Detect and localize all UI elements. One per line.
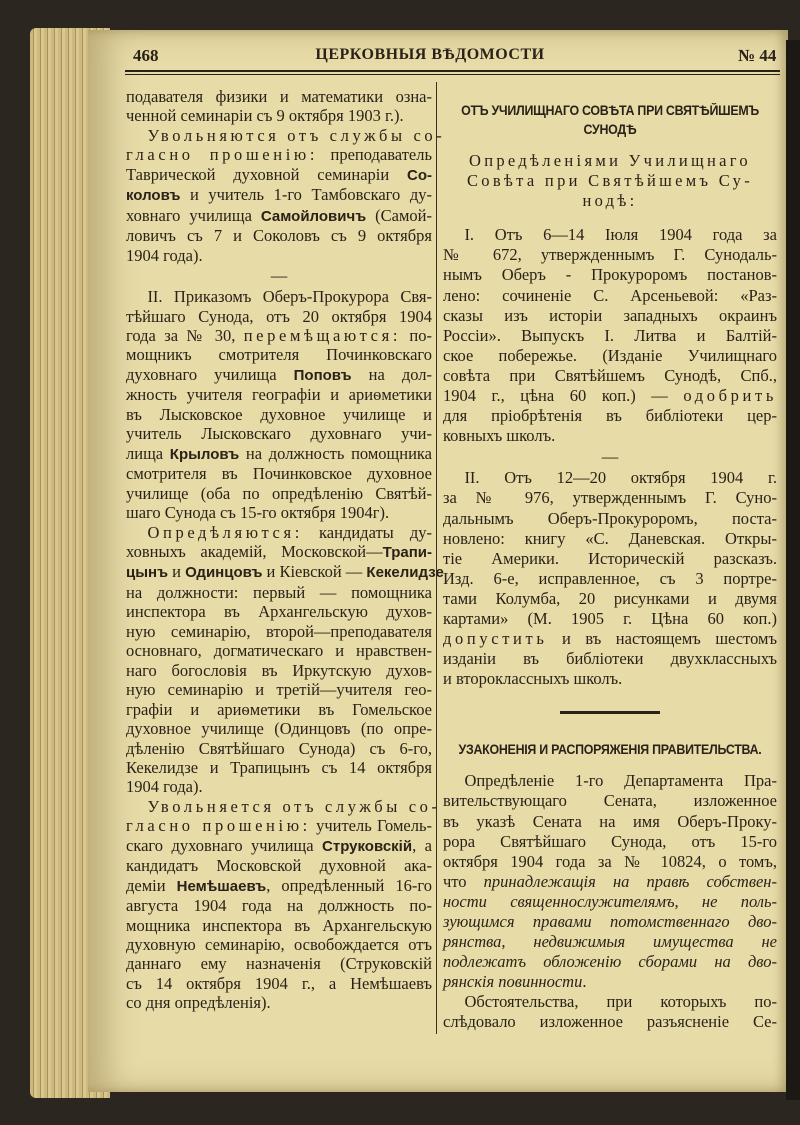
text-line [443, 892, 777, 912]
text-line: II. Отъ 12—20 октября 1904 г. [464, 468, 777, 488]
text-segment: учитель Гомель- [310, 816, 433, 836]
text-line: подавателя физики и математики озна- [126, 87, 432, 106]
text-segment: ховныхъ академій, Московской— [126, 541, 383, 561]
text-line: совѣта при Святѣйшемъ Сунодѣ, Спб., [443, 365, 777, 385]
text-line: тами Колумба, 20 рисунками и двумя [443, 588, 777, 608]
text-segment: и въ настоящемъ шестомъ [547, 629, 777, 649]
text-line: въ указѣ Сената на имя Оберъ-Проку- [443, 811, 777, 831]
text-line: вительствующаго Сената, изложенное [443, 791, 777, 811]
text-line: Кекелидзе и Трапицынъ съ 14 октября [126, 757, 432, 777]
text-line: мощника инспектора въ Архангельскую [126, 915, 432, 935]
text-segment: что [443, 871, 484, 891]
text-line [443, 629, 777, 649]
text-line: ную семинарію, второй—преподавателя [126, 621, 432, 641]
text-line [126, 365, 432, 385]
text-line: шаго Сунода съ 15-го октября 1904г). [126, 503, 390, 523]
text-line: дальнымъ Оберъ-Прокуроромъ, поста- [443, 508, 777, 528]
bold-name: Струковскій [322, 837, 413, 855]
text-segment: духовнаго училища [126, 364, 294, 384]
paragraph [443, 771, 777, 992]
text-line: сказы изъ исторіи западныхъ окраинъ [443, 305, 777, 325]
text-line [126, 165, 432, 185]
text-line: августа 1904 года на должность по- [126, 896, 432, 916]
text-line [126, 523, 432, 542]
italic-text: зующимся правами потомственнаго дво- [443, 912, 777, 931]
text-segment: деміи [126, 875, 177, 895]
text-line: нодѣ: [582, 191, 638, 211]
text-segment: преподаватель [318, 145, 432, 165]
text-line [126, 542, 432, 562]
text-line [126, 796, 441, 816]
italic-text: ности священнослужителямъ, не поль- [443, 891, 777, 911]
text-line: со дня опредѣленія). [126, 993, 271, 1013]
text-segment: ховнаго училища [126, 205, 261, 225]
text-line: ченной семинаріи съ 9 октября 1903 г.). [126, 106, 404, 126]
text-line: ковныхъ школъ. [443, 426, 556, 446]
text-line: кандидатъ Московской духовной ака- [126, 856, 432, 876]
text-line: 1904 года). [126, 777, 203, 797]
spaced-text: гласно прошенію: [126, 816, 311, 836]
text-segment: на дол- [351, 364, 432, 384]
text-line [443, 952, 777, 972]
text-segment: и Кіевской — [262, 562, 367, 582]
spaced-text: одобрить [683, 386, 777, 406]
paragraph [126, 287, 432, 522]
bold-name: Со- [407, 166, 432, 184]
heading-line: СУНОДѢ [583, 122, 637, 137]
spaced-text: Опредѣляются: [147, 522, 303, 542]
text-segment: и учитель 1-го Тамбовскаго ду- [180, 185, 432, 205]
text-line: Россіи». Выпускъ I. Литва и Балтій- [443, 325, 777, 345]
text-line: Опредѣленіе 1-го Департамента Пра- [464, 771, 777, 791]
page-number: 468 [133, 46, 159, 65]
text-line: графіи и ариѳметики въ Гомельское [126, 699, 432, 719]
text-line: духовное училище (Одинцовъ (по опре- [126, 719, 432, 739]
italic-text: рянскія повинности [443, 972, 583, 992]
italic-text: рянства, недвижимыя имущества не [443, 932, 777, 952]
text-line: картами» (М. 1905 г. Цѣна 60 коп.) [443, 608, 777, 628]
spaced-text: Увольняются отъ службы со- [147, 125, 446, 145]
paragraph [126, 796, 441, 1013]
text-line: I. Отъ 6—14 Іюля 1904 года за [464, 225, 777, 245]
text-segment: лища [126, 443, 170, 463]
text-segment: . [582, 972, 587, 992]
text-line: духовную семинарію, освобождается отъ [126, 935, 432, 955]
text-line: училище (оба по опредѣленію Святѣй- [126, 483, 432, 503]
bold-name: Кекелидзе [366, 564, 444, 582]
text-line [126, 326, 432, 345]
text-line [443, 932, 777, 952]
text-line: рора Святѣйшаго Сунода, отъ 15-го [443, 831, 777, 851]
text-line [126, 206, 432, 226]
bold-name: коловъ [126, 187, 181, 205]
text-line [443, 972, 777, 992]
left-column [126, 87, 446, 1013]
header-rule [125, 70, 780, 72]
text-line: учитель Лысковскаго духовнаго учи- [126, 424, 432, 444]
text-line: тѣйшаго Сунода, отъ 20 октября 1904 [126, 306, 432, 326]
spaced-text: допустить [443, 629, 548, 649]
text-line [126, 876, 432, 896]
text-line: инспектора въ Архангельскую духов- [126, 602, 432, 622]
text-line: Совѣта при Святѣйшемъ Су- [466, 171, 754, 191]
text-segment: и [168, 562, 186, 582]
text-line: изданіи въ библіотеки двухклассныхъ [443, 649, 777, 669]
spaced-text: Увольняется отъ службы со- [147, 796, 441, 816]
text-line: слѣдовало изложенное разъясненіе Се- [443, 1012, 777, 1032]
text-line: даннаго ему назначенія (Струковскій [126, 954, 432, 974]
text-line: лено: сочиненіе С. Арсеньевой: «Раз- [443, 285, 777, 305]
text-line: въ Лысковское духовное училище и [126, 404, 432, 424]
text-line: основнаго, догматическаго и нравствен- [126, 641, 432, 661]
header-rule-thin [125, 74, 780, 75]
section-heading [456, 101, 763, 139]
text-line [126, 125, 446, 145]
text-segment: (Самой- [366, 205, 432, 225]
spaced-text: гласно прошенію: [126, 145, 319, 165]
text-segment: по- [401, 325, 433, 345]
section-heading [456, 740, 763, 759]
text-line: наго богословія въ Иркутскую духов- [126, 660, 432, 680]
text-segment: , опредѣленный 16-го [266, 875, 432, 895]
italic-text: подлежатъ обложенію сборами на дво- [443, 952, 777, 972]
text-line: ловичъ съ 7 и Соколовъ съ 9 октября [126, 226, 432, 246]
spaced-text: перемѣщаются: [243, 325, 402, 345]
text-line: мощникъ смотрителя Починковскаго [126, 345, 432, 365]
paragraph [443, 225, 777, 446]
bold-name: Самойловичъ [260, 207, 367, 225]
text-line: смотрителя въ Починковское духовное [126, 464, 432, 484]
text-line [126, 444, 432, 464]
bold-name: Поповъ [293, 366, 352, 384]
text-segment: кандидаты ду- [302, 522, 432, 542]
text-segment: года за № 30, [126, 325, 244, 345]
text-line: октября 1904 года за № 10824, о томъ, [443, 851, 777, 871]
running-title: ЦЕРКОВНЫЯ ВѢДОМОСТИ [315, 46, 545, 63]
text-line: ную семинарію и третій—учителя гео- [126, 680, 432, 700]
paragraph [126, 87, 432, 126]
book-gutter [786, 40, 800, 1100]
text-line [126, 836, 432, 856]
paragraph [443, 992, 777, 1032]
text-line [443, 912, 777, 932]
bold-name: Крыловъ [169, 445, 240, 463]
bold-name: Немѣшаевъ [176, 877, 267, 895]
paragraph [443, 468, 777, 689]
paragraph [126, 522, 444, 797]
heading-line: УЗАКОНЕНІЯ И РАСПОРЯЖЕНІЯ ПРАВИТЕЛЬСТВА. [458, 742, 762, 758]
text-line [443, 872, 777, 892]
paragraph [126, 125, 446, 265]
section-dash: — [270, 266, 288, 286]
text-segment: , а [412, 835, 432, 855]
text-line: для пріобрѣтенія въ библіотеки цер- [443, 406, 777, 426]
text-line: Опредѣленіями Училищнаго [469, 151, 751, 170]
text-line [443, 386, 777, 406]
bold-name: цынъ [126, 564, 169, 582]
column-divider [436, 82, 437, 1034]
heading-line: ОТЪ УЧИЛИЩНАГО СОВѢТА ПРИ СВЯТѢЙШЕМЪ [461, 103, 759, 118]
text-line [126, 562, 444, 582]
text-line: 1904 года). [126, 245, 203, 265]
right-column [443, 87, 777, 1033]
text-line: за № 976, утвержденнымъ Г. Суно- [443, 488, 777, 508]
text-line: и второклассныхъ школъ. [443, 669, 623, 689]
text-line [126, 185, 432, 205]
issue-number: № 44 [738, 46, 777, 65]
text-line: дѣленію Святѣйшаго Сунода) съ 6-го, [126, 738, 432, 758]
bold-name: Одинцовъ [185, 564, 263, 582]
text-line: Обстоятельства, при которыхъ по- [464, 992, 777, 1012]
text-segment: Таврической духовной семинаріи [126, 164, 407, 184]
text-line: Изд. 6-е, исправленное, съ 3 портре- [443, 568, 777, 588]
text-line: тіе Америки. Историческій разсказъ. [443, 548, 777, 568]
text-segment: 1904 г., цѣна 60 коп.) — [443, 386, 684, 406]
section-subheading [443, 151, 777, 211]
italic-text: принадлежащія на правѣ собствен- [483, 871, 777, 891]
text-line: новлено: книгу «С. Даневская. Откры- [443, 528, 777, 548]
text-line: II. Приказомъ Оберъ-Прокурора Свя- [147, 287, 432, 307]
text-line [126, 145, 432, 164]
text-line: на должности: первый — помощника [126, 582, 432, 602]
text-line: № 672, утвержденнымъ Г. Сунодаль- [443, 245, 777, 265]
text-segment: скаго духовнаго училища [126, 835, 323, 855]
section-dash: — [601, 447, 619, 467]
bold-name: Трапи- [382, 543, 432, 561]
text-line: нымъ Оберъ - Прокуроромъ постанов- [443, 265, 777, 285]
text-line: жность учителя географіи и ариѳметики [126, 385, 432, 405]
text-line: съ 14 октября 1904 г., а Немѣшаевъ [126, 973, 432, 993]
text-line: ское побережье. (Изданіе Училищнаго [443, 345, 777, 365]
text-line [126, 816, 432, 835]
text-segment: на должность помощника [239, 443, 432, 463]
section-rule [560, 711, 660, 714]
